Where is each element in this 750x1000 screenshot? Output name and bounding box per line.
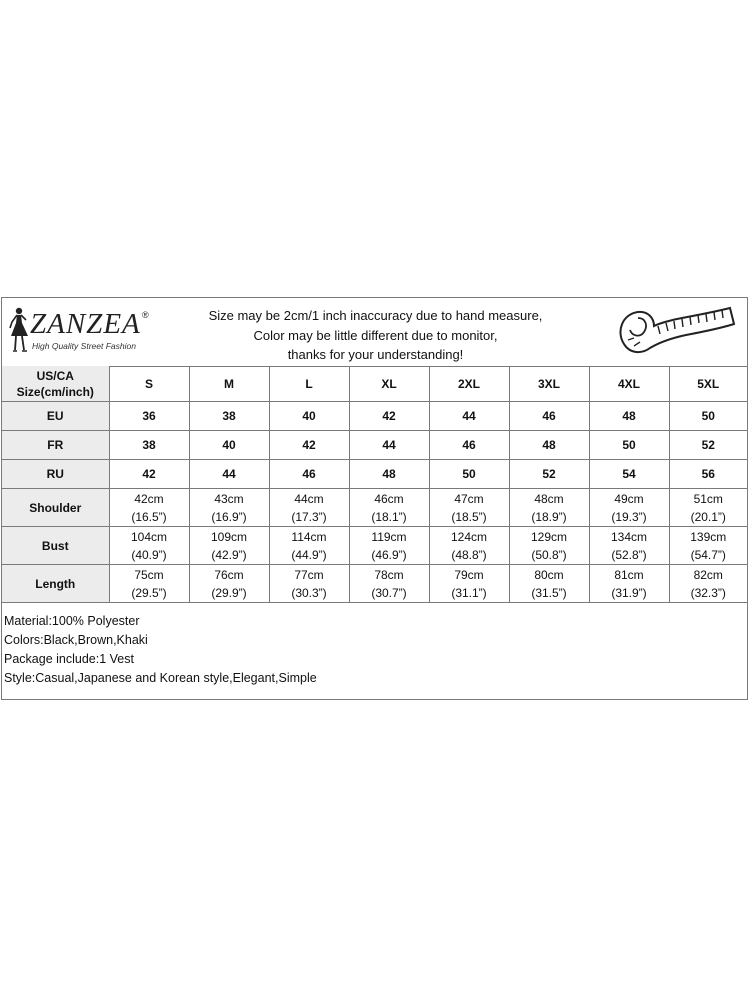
table-row-length <box>2 565 747 603</box>
inch-value: (32.3”) <box>690 585 726 600</box>
table-cell: 52 <box>509 460 589 489</box>
cm-value: 47cm <box>454 491 484 506</box>
cm-value: 80cm <box>534 567 564 582</box>
inch-value: (48.8”) <box>451 547 487 562</box>
table-cell: 44 <box>349 431 429 460</box>
inch-value: (44.9”) <box>291 547 327 562</box>
cm-value: 78cm <box>374 567 404 582</box>
row-label: Length <box>2 565 109 603</box>
cm-value: 82cm <box>693 567 723 582</box>
corner-label-line: US/CA <box>36 368 74 383</box>
row-label: EU <box>2 402 109 431</box>
cm-value: 114cm <box>291 529 327 544</box>
detail-style: Style:Casual,Japanese and Korean style,Elegant,Simple <box>4 671 317 685</box>
table-cell: 56 <box>669 460 747 489</box>
inch-value: (18.1”) <box>371 509 407 524</box>
table-cell <box>589 489 669 527</box>
table-cell: 42 <box>269 431 349 460</box>
notice-line: Size may be 2cm/1 inch inaccuracy due to hand measure, <box>208 308 543 323</box>
cm-value: 119cm <box>371 529 407 544</box>
corner-label-line: Size(cm/inch) <box>16 384 94 399</box>
table-cell <box>429 527 509 565</box>
detail-material: Material:100% Polyester <box>4 614 140 628</box>
table-cell: 48 <box>509 431 589 460</box>
cm-value: 48cm <box>534 491 564 506</box>
size-header-row <box>2 366 747 402</box>
table-cell <box>269 565 349 603</box>
table-cell: 38 <box>109 431 189 460</box>
table-cell: 40 <box>189 431 269 460</box>
cm-value: 104cm <box>130 529 168 544</box>
cm-value: 42cm <box>134 491 164 506</box>
inch-value: (31.5”) <box>531 585 567 600</box>
table-cell <box>349 527 429 565</box>
inch-value: (29.5”) <box>131 585 167 600</box>
table-cell <box>109 527 189 565</box>
cm-value: 49cm <box>614 491 644 506</box>
brand-tagline: High Quality Street Fashion <box>32 341 136 351</box>
table-cell: 50 <box>589 431 669 460</box>
table-cell <box>109 489 189 527</box>
corner-label <box>2 366 109 402</box>
table-cell <box>669 565 747 603</box>
cm-value: 43cm <box>214 491 244 506</box>
table-cell: 50 <box>429 460 509 489</box>
table-cell <box>269 527 349 565</box>
brand-name: ZANZEA <box>30 308 141 340</box>
table-cell <box>669 527 747 565</box>
inch-value: (30.3”) <box>291 585 327 600</box>
measurement-notice <box>152 306 599 365</box>
cm-value: 51cm <box>693 491 723 506</box>
table-cell <box>349 489 429 527</box>
size-header-cell: 3XL <box>509 366 589 402</box>
table-cell: 46 <box>429 431 509 460</box>
table-cell: 40 <box>269 402 349 431</box>
size-header-cell: 2XL <box>429 366 509 402</box>
cm-value: 77cm <box>294 567 324 582</box>
cm-value: 134cm <box>610 529 648 544</box>
inch-value: (18.9”) <box>531 509 567 524</box>
table-cell: 44 <box>189 460 269 489</box>
table-cell <box>429 565 509 603</box>
inch-value: (54.7”) <box>690 547 726 562</box>
inch-value: (31.1”) <box>451 585 487 600</box>
table-cell <box>189 527 269 565</box>
notice-line: thanks for your understanding! <box>287 347 464 362</box>
table-cell: 38 <box>189 402 269 431</box>
inch-value: (50.8”) <box>531 547 567 562</box>
fashion-figure-icon <box>8 306 32 358</box>
size-header-cell: M <box>189 366 269 402</box>
inch-value: (19.3”) <box>611 509 647 524</box>
row-label: RU <box>2 460 109 489</box>
cm-value: 75cm <box>134 567 164 582</box>
chart-header <box>2 298 747 367</box>
inch-value: (31.9”) <box>611 585 647 600</box>
registered-mark: ® <box>142 310 149 320</box>
table-cell: 52 <box>669 431 747 460</box>
inch-value: (30.7”) <box>371 585 407 600</box>
row-label: FR <box>2 431 109 460</box>
inch-value: (29.9”) <box>211 585 247 600</box>
table-cell: 48 <box>589 402 669 431</box>
table-cell: 54 <box>589 460 669 489</box>
table-cell <box>509 565 589 603</box>
inch-value: (46.9”) <box>371 547 407 562</box>
inch-value: (16.9”) <box>211 509 247 524</box>
table-cell <box>669 489 747 527</box>
table-cell: 42 <box>109 460 189 489</box>
table-cell: 42 <box>349 402 429 431</box>
table-cell <box>109 565 189 603</box>
measuring-tape-icon <box>614 302 739 364</box>
size-header-cell: 4XL <box>589 366 669 402</box>
table-cell <box>189 489 269 527</box>
size-header-cell: XL <box>349 366 429 402</box>
inch-value: (40.9”) <box>131 547 167 562</box>
inch-value: (20.1”) <box>690 509 726 524</box>
detail-package: Package include:1 Vest <box>4 652 134 666</box>
table-cell: 44 <box>429 402 509 431</box>
inch-value: (16.5”) <box>131 509 167 524</box>
table-cell: 46 <box>509 402 589 431</box>
cm-value: 109cm <box>210 529 248 544</box>
row-label: Shoulder <box>2 489 109 527</box>
table-cell: 36 <box>109 402 189 431</box>
table-row-shoulder <box>2 489 747 527</box>
table-cell: 46 <box>269 460 349 489</box>
row-label: Bust <box>2 527 109 565</box>
table-cell <box>589 565 669 603</box>
table-cell <box>189 565 269 603</box>
table-row-fr <box>2 431 747 460</box>
table-cell <box>509 489 589 527</box>
table-row-ru <box>2 460 747 489</box>
size-chart-sheet <box>1 297 748 700</box>
notice-line: Color may be little different due to monitor, <box>253 327 498 343</box>
table-cell <box>269 489 349 527</box>
cm-value: 79cm <box>454 567 484 582</box>
inch-value: (52.8”) <box>611 547 647 562</box>
detail-colors: Colors:Black,Brown,Khaki <box>4 633 148 647</box>
cm-value: 124cm <box>450 529 488 544</box>
cm-value: 139cm <box>690 529 727 544</box>
inch-value: (17.3”) <box>291 509 327 524</box>
size-table <box>2 366 747 603</box>
cm-value: 81cm <box>614 567 644 582</box>
table-cell <box>589 527 669 565</box>
size-header-cell: 5XL <box>669 366 747 402</box>
size-header-cell: L <box>269 366 349 402</box>
table-row-eu <box>2 402 747 431</box>
table-cell <box>429 489 509 527</box>
table-row-bust <box>2 527 747 565</box>
table-cell: 48 <box>349 460 429 489</box>
size-header-cell: S <box>109 366 189 402</box>
table-cell <box>349 565 429 603</box>
table-cell: 50 <box>669 402 747 431</box>
inch-value: (42.9”) <box>211 547 247 562</box>
cm-value: 76cm <box>214 567 244 582</box>
cm-value: 44cm <box>294 491 324 506</box>
cm-value: 46cm <box>374 491 404 506</box>
brand-logo <box>8 306 158 358</box>
cm-value: 129cm <box>530 529 568 544</box>
product-details <box>4 612 317 688</box>
table-cell <box>509 527 589 565</box>
inch-value: (18.5”) <box>451 509 487 524</box>
